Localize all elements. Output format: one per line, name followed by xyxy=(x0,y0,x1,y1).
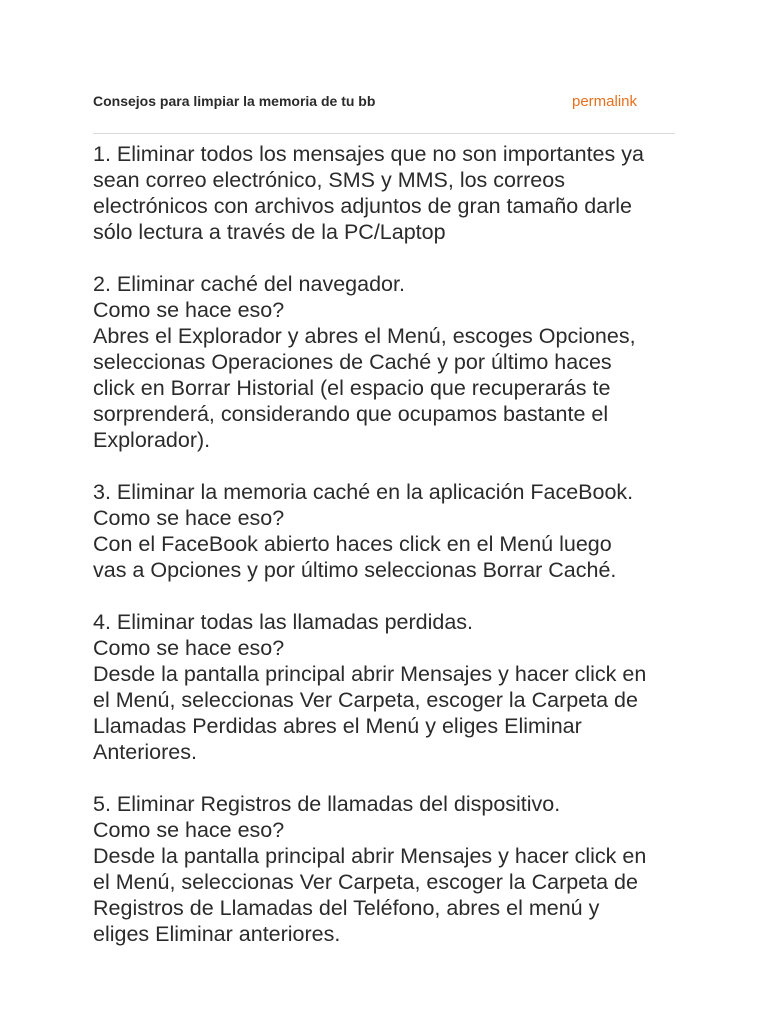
tip-text-line: click en Borrar Historial (el espacio que recuperarás te xyxy=(93,376,611,400)
tip-text-line: 4. Eliminar todas las llamadas perdidas. xyxy=(93,610,474,634)
post-title: Consejos para limpiar la memoria de tu bb xyxy=(93,93,376,109)
tip-section-5 xyxy=(93,791,683,947)
tip-section-2 xyxy=(93,271,683,453)
tip-text-line: Llamadas Perdidas abres el Menú y eliges Eliminar xyxy=(93,714,582,738)
tip-text-line: 3. Eliminar la memoria caché en la aplicación FaceBook. xyxy=(93,480,634,504)
tip-text-line: sorprenderá, considerando que ocupamos bastante el xyxy=(93,402,609,426)
tip-text-line: Como se hace eso? xyxy=(93,818,285,842)
header-divider xyxy=(93,133,675,134)
tip-text-line: Desde la pantalla principal abrir Mensajes y hacer click en xyxy=(93,662,647,686)
tip-text-line: vas a Opciones y por último seleccionas Borrar Caché. xyxy=(93,558,617,582)
tip-text-line: 1. Eliminar todos los mensajes que no son importantes ya xyxy=(93,142,644,166)
tip-text-line: Desde la pantalla principal abrir Mensajes y hacer click en xyxy=(93,844,647,868)
tip-text-line: sean correo electrónico, SMS y MMS, los correos xyxy=(93,168,565,192)
tip-text-line: el Menú, seleccionas Ver Carpeta, escoger la Carpeta de xyxy=(93,688,638,712)
tip-text-line: Registros de Llamadas del Teléfono, abres el menú y xyxy=(93,896,600,920)
tip-text-line: 2. Eliminar caché del navegador. xyxy=(93,272,405,296)
tip-text-line: seleccionas Operaciones de Caché y por último haces xyxy=(93,350,612,374)
tip-text-line: sólo lectura a través de la PC/Laptop xyxy=(93,220,446,244)
tip-text-line: Como se hace eso? xyxy=(93,506,285,530)
tip-text-line: Con el FaceBook abierto haces click en el Menú luego xyxy=(93,532,612,556)
post-header xyxy=(93,93,675,113)
tip-section-3 xyxy=(93,479,683,583)
tip-section-4 xyxy=(93,609,683,765)
permalink-link[interactable]: permalink xyxy=(572,93,638,110)
tip-text-line: Como se hace eso? xyxy=(93,298,285,322)
tip-text-line: eliges Eliminar anteriores. xyxy=(93,922,341,946)
tip-text-line: electrónicos con archivos adjuntos de gran tamaño darle xyxy=(93,194,633,218)
tip-text-line: Explorador). xyxy=(93,428,211,452)
post-body xyxy=(93,141,683,973)
tip-text-line: Anteriores. xyxy=(93,740,197,764)
tip-section-1 xyxy=(93,141,683,245)
tip-text-line: Abres el Explorador y abres el Menú, escoges Opciones, xyxy=(93,324,636,348)
tip-text-line: Como se hace eso? xyxy=(93,636,285,660)
tip-text-line: 5. Eliminar Registros de llamadas del dispositivo. xyxy=(93,792,561,816)
tip-text-line: el Menú, seleccionas Ver Carpeta, escoger la Carpeta de xyxy=(93,870,638,894)
